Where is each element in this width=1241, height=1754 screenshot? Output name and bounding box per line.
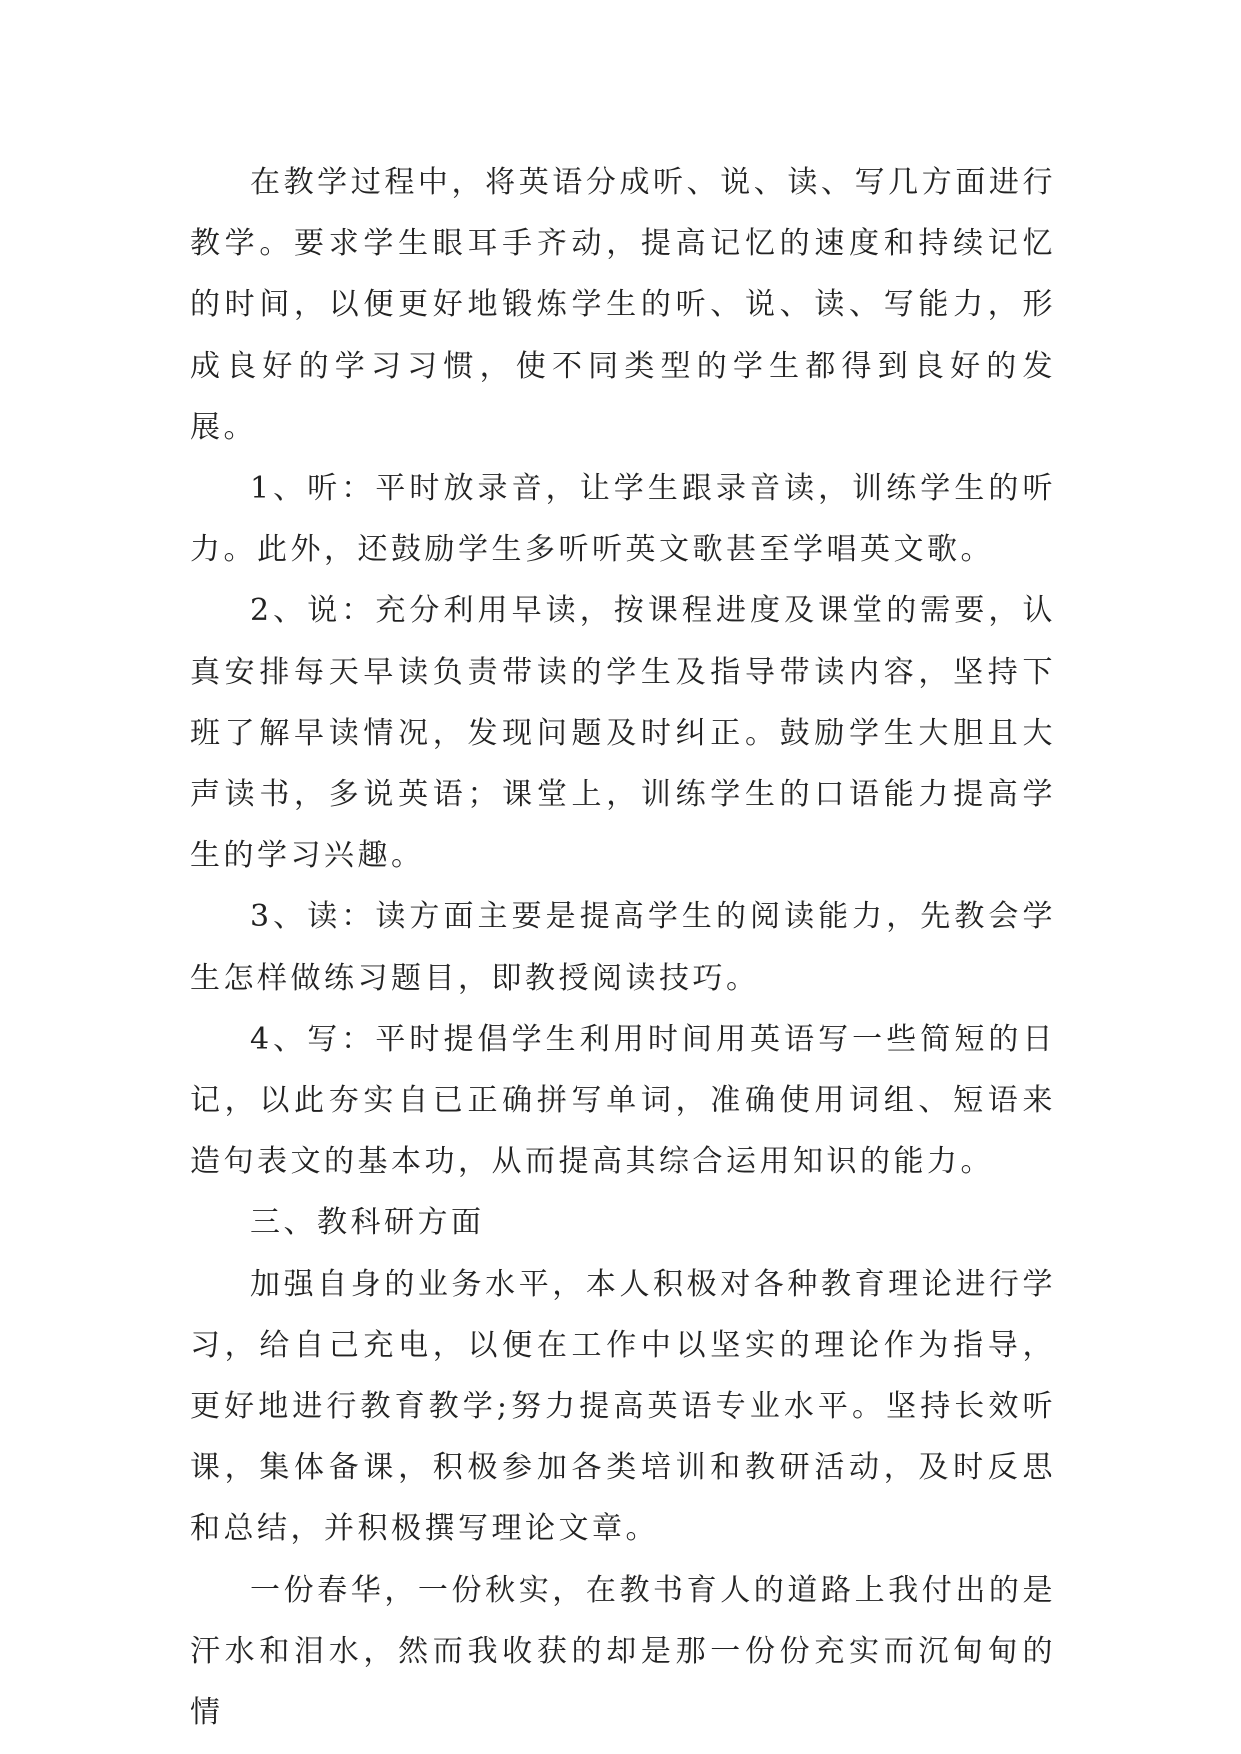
paragraph-research: 加强自身的业务水平，本人积极对各种教育理论进行学习，给自己充电，以便在工作中以坚实的理论作为指导，更好地进行教育教学;努力提高英语专业水平。坚持长效听课，集体备课，积极参加各类培训和教研活动，及时反思和总结，并积极撰写理论文章。: [190, 1266, 1056, 1547]
paragraph-reading: 3、读：读方面主要是提高学生的阅读能力，先教会学生怎样做练习题目，即教授阅读技巧。: [190, 899, 1056, 996]
section-heading-research: 三、教科研方面: [250, 1205, 485, 1241]
document-body: [190, 152, 1056, 1743]
paragraph-writing: 4、写：平时提倡学生利用时间用英语写一些简短的日记，以此夯实自已正确拼写单词，准确使用词组、短语来造句表文的基本功，从而提高其综合运用知识的能力。: [190, 1021, 1056, 1180]
paragraph-conclusion: 一份春华，一份秋实，在教书育人的道路上我付出的是汗水和泪水，然而我收获的却是那一份份充实而沉甸甸的情: [190, 1572, 1056, 1731]
paragraph-speaking: 2、说：充分利用早读，按课程进度及课堂的需要，认真安排每天早读负责带读的学生及指导带读内容，坚持下班了解早读情况，发现问题及时纠正。鼓励学生大胆且大声读书，多说英语；课堂上，训练学生的口语能力提高学生的学习兴趣。: [190, 593, 1056, 874]
paragraph-intro: 在教学过程中，将英语分成听、说、读、写几方面进行教学。要求学生眼耳手齐动，提高记忆的速度和持续记忆的时间，以便更好地锻炼学生的听、说、读、写能力，形成良好的学习习惯，使不同类型的学生都得到良好的发展。: [190, 165, 1056, 445]
paragraph-listening: 1、听：平时放录音，让学生跟录音读，训练学生的听力。此外，还鼓励学生多听听英文歌甚至学唱英文歌。: [190, 471, 1056, 568]
